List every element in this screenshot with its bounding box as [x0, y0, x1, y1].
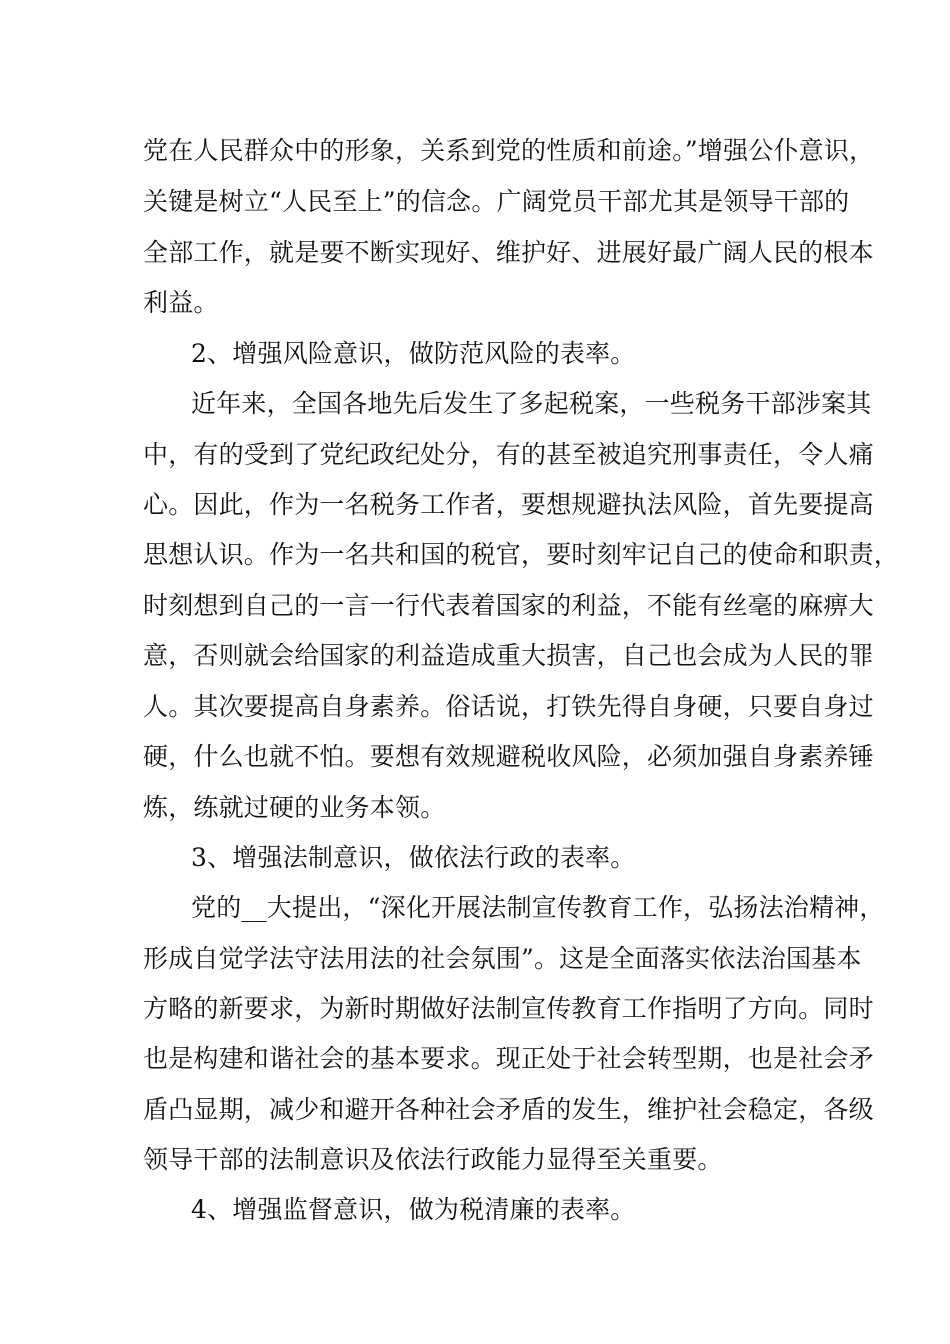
text-line: 炼，练就过硬的业务本领。 [143, 793, 446, 822]
text-line: 硬，什么也就不怕。要想有效规避税收风险，必须加强自身素养锤 [143, 742, 874, 771]
text-line: 心。因此，作为一名税务工作者，要想规避执法风险，首先要提高 [143, 490, 874, 519]
text-line: 时刻想到自己的一言一行代表着国家的利益，不能有丝毫的麻痹大 [143, 591, 874, 620]
text-line: 盾凸显期，减少和避开各种社会矛盾的发生，维护社会稳定，各级 [143, 1095, 874, 1124]
text-line: 人。其次要提高自身素养。俗话说，打铁先得自身硬，只要自身过 [143, 692, 874, 721]
text-line: 中，有的受到了党纪政纪处分，有的甚至被追究刑事责任，令人痛 [143, 440, 874, 469]
text-line: 党在人民群众中的形象，关系到党的性质和前途。”增强公仆意识， [143, 136, 875, 165]
text-line: 近年来，全国各地先后发生了多起税案，一些税务干部涉案其 [191, 389, 872, 418]
text-line: 利益。 [143, 288, 219, 317]
text-line: 方略的新要求，为新时期做好法制宣传教育工作指明了方向。同时 [143, 994, 874, 1023]
text-line: 思想认识。作为一名共和国的税官，要时刻牢记自己的使命和职责， [143, 540, 900, 569]
section-heading: 2、增强风险意识，做防范风险的表率。 [191, 339, 636, 368]
section-heading: 3、增强法制意识，做依法行政的表率。 [191, 843, 636, 872]
text-line: 意，否则就会给国家的利益造成重大损害，自己也会成为人民的罪 [143, 641, 874, 670]
text-line: 全部工作，就是要不断实现好、维护好、进展好最广阔人民的根本 [143, 238, 874, 267]
text-line: 领导干部的法制意识及依法行政能力显得至关重要。 [143, 1145, 723, 1174]
section-heading: 4、增强监督意识，做为税清廉的表率。 [191, 1195, 636, 1224]
text-line: 也是构建和谐社会的基本要求。现正处于社会转型期，也是社会矛 [143, 1044, 874, 1073]
text-line: 关键是树立“人民至上”的信念。广阔党员干部尤其是领导干部的 [143, 187, 850, 216]
text-line: 形成自觉学法守法用法的社会氛围”。这是全面落实依法治国基本 [143, 944, 862, 973]
text-line: 党的__大提出，“深化开展法制宣传教育工作，弘扬法治精神， [191, 893, 885, 922]
